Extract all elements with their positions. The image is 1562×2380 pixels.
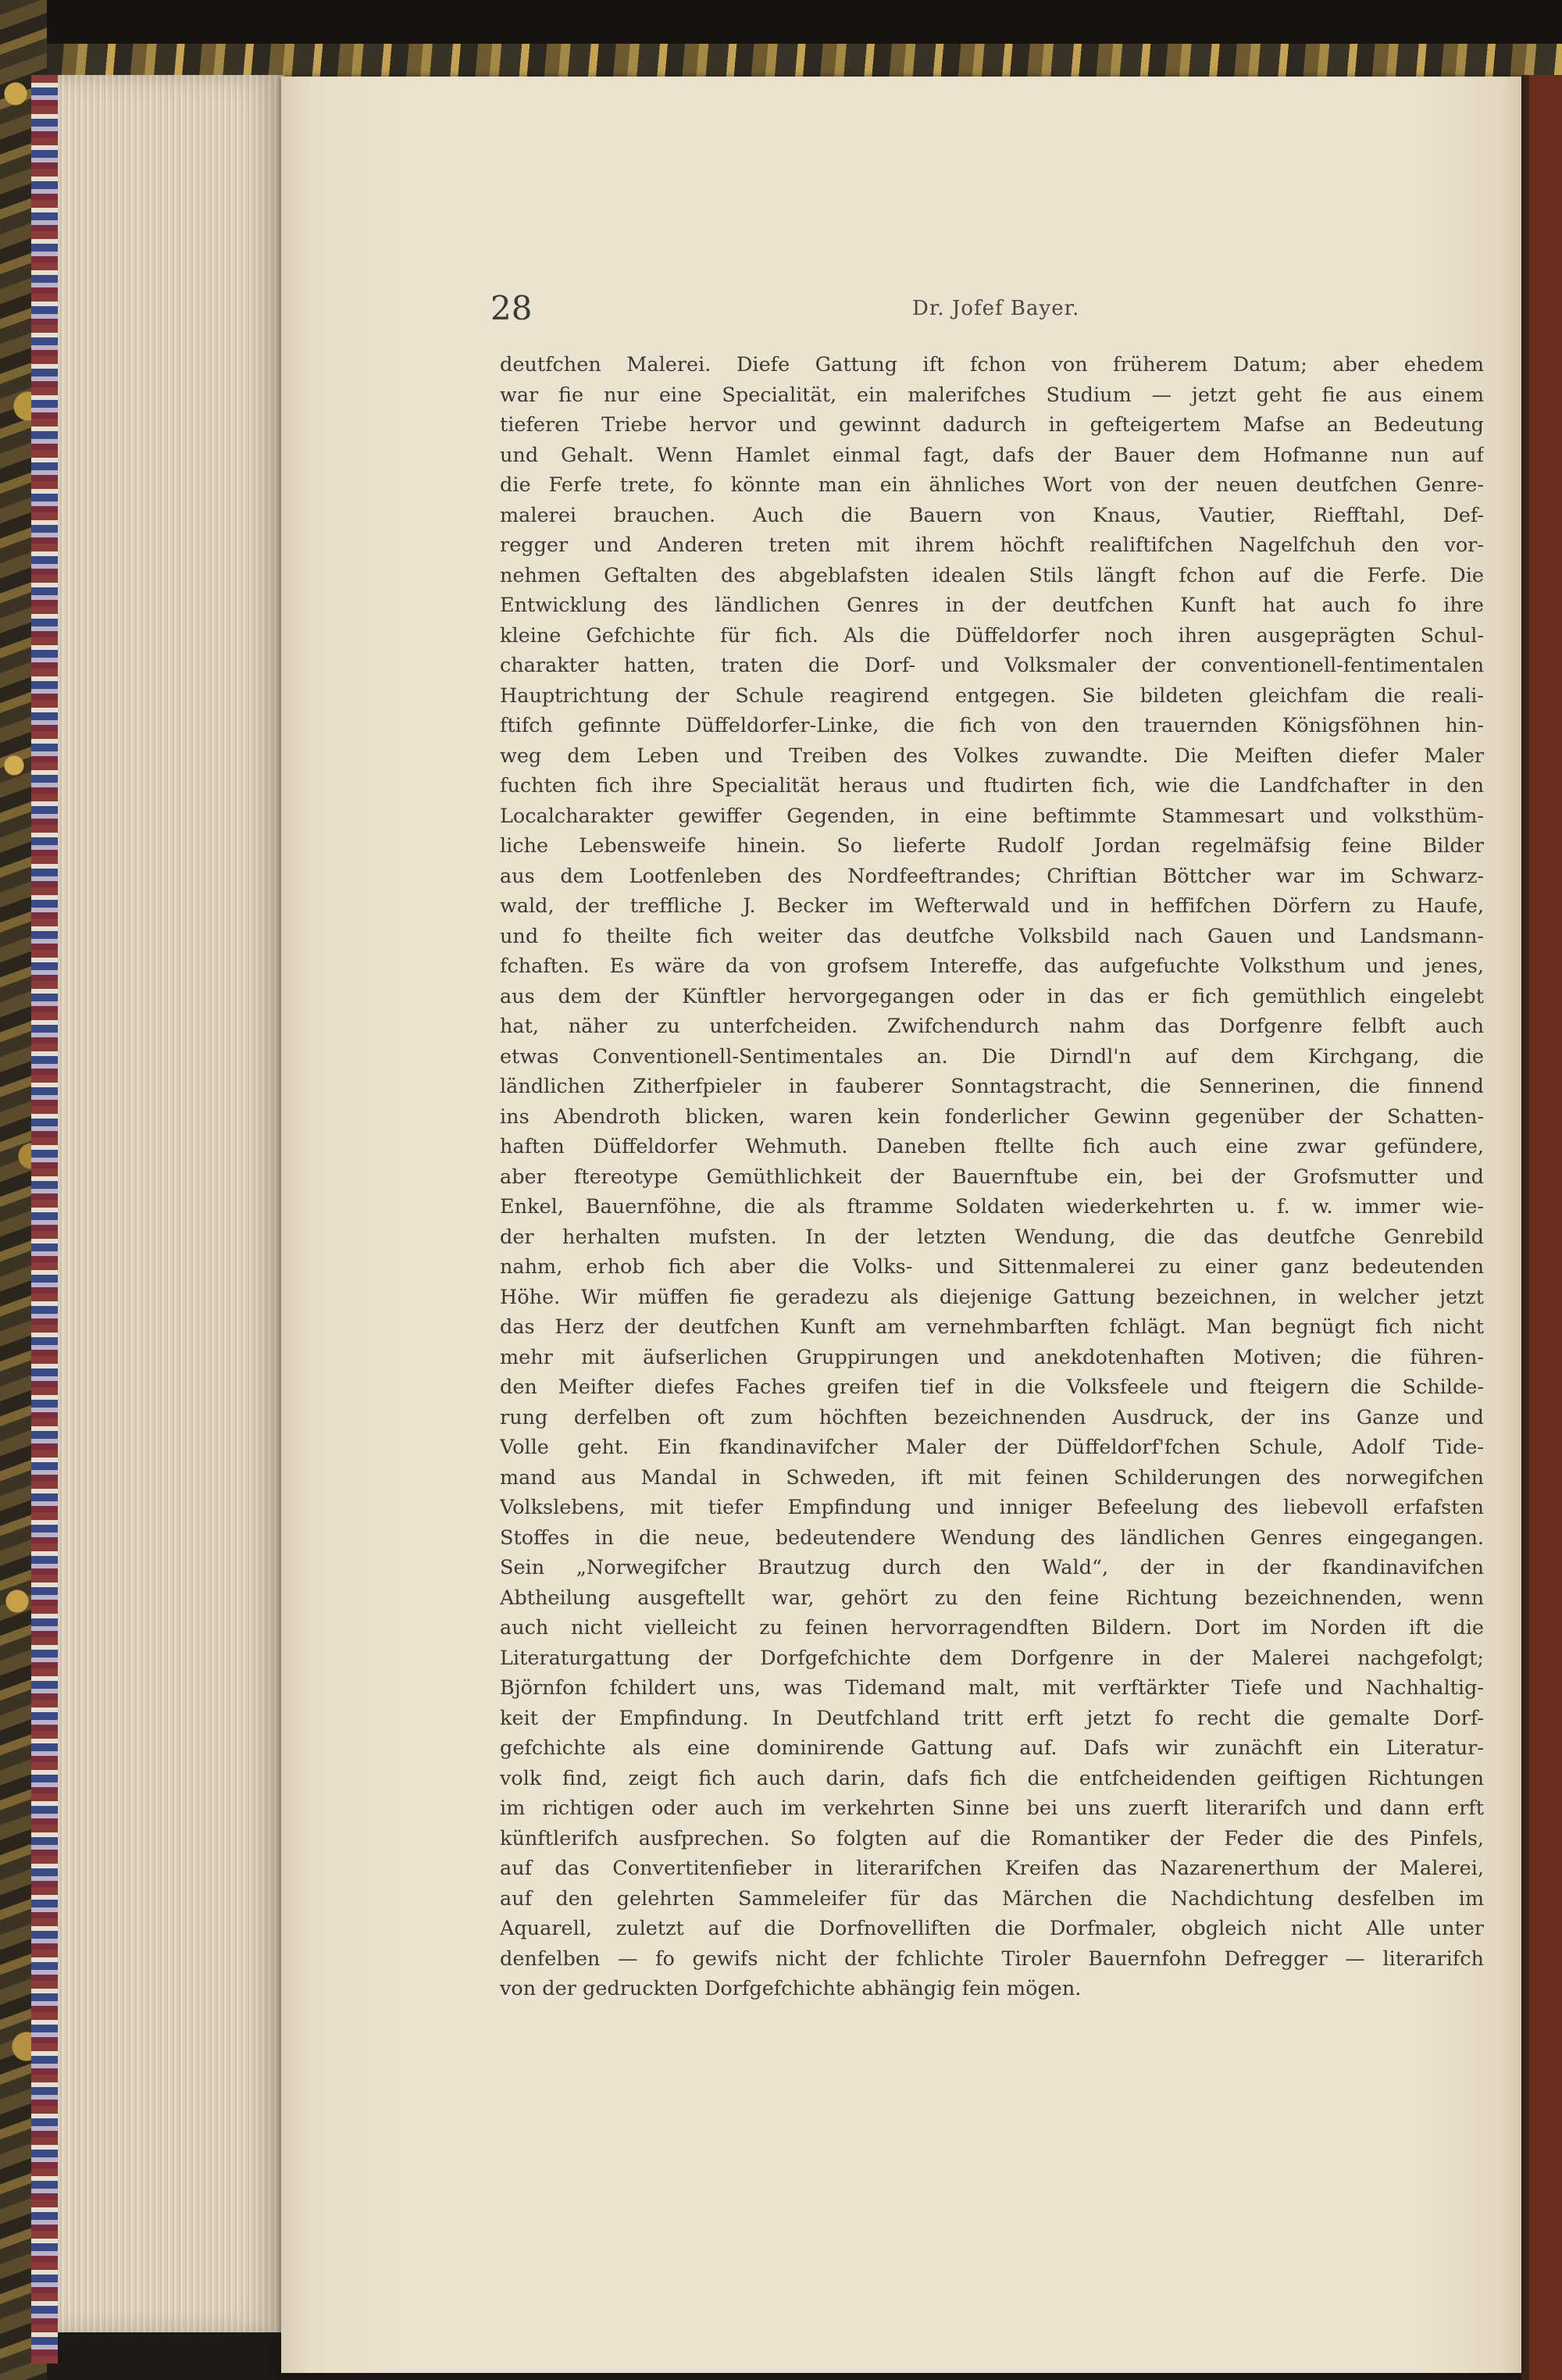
text-line: Localcharakter gewiffer Gegenden, in eine beftimmte Stammesart und volksthüm-	[500, 804, 1484, 828]
text-line: Björnfon fchildert uns, was Tidemand malt, mit verftärkter Tiefe und Nachhaltig-	[500, 1676, 1484, 1700]
text-line: im richtigen oder auch im verkehrten Sinne bei uns zuerft literarifch und dann erft	[500, 1797, 1484, 1820]
text-line: von der gedruckten Dorfgefchichte abhängig fein mögen.	[500, 1977, 1082, 2000]
text-line: volk find, zeigt fich auch darin, dafs fich die entfcheidenden geiftigen Richtungen	[500, 1766, 1484, 1790]
text-line: Stoffes in die neue, bedeutendere Wendung des ländlichen Genres eingegangen.	[500, 1525, 1484, 1550]
page-stack	[58, 75, 284, 2332]
text-line: liche Lebensweife hinein. So lieferte Rudolf Jordan regelmäfsig feine Bilder	[500, 834, 1484, 858]
text-line: charakter hatten, traten die Dorf- und Volksmaler der conventionell-fentimentalen	[500, 654, 1484, 677]
text-line: aber ftereotype Gemüthlichkeit der Bauernftube ein, bei der Grofsmutter und	[500, 1165, 1484, 1189]
page-header	[490, 289, 1443, 336]
text-line: rung derfelben oft zum höchften bezeichnenden Ausdruck, der ins Ganze und	[500, 1405, 1484, 1429]
text-line: Höhe. Wir müffen fie geradezu als diejenige Gattung bezeichnen, in welcher jetzt	[500, 1285, 1484, 1309]
text-line: Abtheilung ausgeftellt war, gehört zu den feine Richtung bezeichnenden, wenn	[500, 1586, 1484, 1610]
background-top	[0, 0, 1562, 50]
text-line: Volle geht. Ein fkandinavifcher Maler der Düffeldorf'fchen Schule, Adolf Tide-	[500, 1436, 1484, 1459]
text-line: denfelben — fo gewifs nicht der fchlichte Tiroler Bauernfohn Defregger — literarifch	[500, 1946, 1484, 1971]
text-line: auch nicht vielleicht zu feinen hervorragendften Bildern. Dort im Norden ift die	[500, 1616, 1484, 1640]
text-line: Aquarell, zuletzt auf die Dorfnovelliften die Dorfmaler, obgleich nicht Alle unter	[500, 1917, 1484, 1940]
text-line: tieferen Triebe hervor und gewinnt dadurch in gefteigertem Mafse an Bedeutung	[500, 413, 1484, 437]
text-line: ländlichen Zitherfpieler in fauberer Sonntagstracht, die Sennerinen, die finnend	[500, 1075, 1484, 1098]
text-line: regger und Anderen treten mit ihrem höchft realiftifchen Nagelfchuh den vor-	[500, 533, 1484, 557]
text-line: und Gehalt. Wenn Hamlet einmal fagt, dafs der Bauer dem Hofmanne nun auf	[500, 443, 1484, 467]
text-line: Hauptrichtung der Schule reagirend entgegen. Sie bildeten gleichfam die reali-	[500, 683, 1484, 708]
text-line: nehmen Geftalten des abgeblafsten idealen Stils längft fchon auf die Ferfe. Die	[500, 563, 1484, 587]
text-line: Literaturgattung der Dorfgefchichte dem Dorfgenre in der Malerei nachgefolgt;	[500, 1646, 1484, 1670]
text-line: hat, näher zu unterfcheiden. Zwifchendurch nahm das Dorfgenre felbft auch	[500, 1015, 1484, 1038]
text-line: aus dem Lootfenleben des Nordfeeftrandes; Chriftian Böttcher war im Schwarz-	[500, 864, 1484, 888]
text-line: weg dem Leben und Treiben des Volkes zuwandte. Die Meiften diefer Maler	[500, 744, 1484, 768]
text-line: auf den gelehrten Sammeleifer für das Märchen die Nachdichtung desfelben im	[500, 1886, 1484, 1911]
text-line: keit der Empfindung. In Deutfchland tritt erft jetzt fo recht die gemalte Dorf-	[500, 1706, 1484, 1730]
text-line: aus dem der Künftler hervorgegangen oder in das er fich gemüthlich eingelebt	[500, 984, 1484, 1008]
text-line: haften Düffeldorfer Wehmuth. Daneben ftellte fich auch eine zwar gefündere,	[500, 1135, 1484, 1158]
text-line: Entwicklung des ländlichen Genres in der deutfchen Kunft hat auch fo ihre	[500, 594, 1484, 617]
body-text	[500, 350, 1484, 2021]
text-line: Sein „Norwegifcher Brautzug durch den Wald“, der in der fkandinavifchen	[500, 1556, 1484, 1579]
text-line: mand aus Mandal in Schweden, ift mit feinen Schilderungen des norwegifchen	[500, 1465, 1484, 1490]
text-line: etwas Conventionell-Sentimentales an. Die Dirndl'n auf dem Kirchgang, die	[500, 1044, 1484, 1069]
text-line: ftifch gefinnte Düffeldorfer-Linke, die fich von den trauernden Königsföhnen hin-	[500, 714, 1484, 737]
page-number: 28	[490, 289, 533, 327]
text-line: das Herz der deutfchen Kunft am vernehmbarften fchlägt. Man begnügt fich nicht	[500, 1315, 1484, 1339]
text-line: war fie nur eine Specialität, ein malerifches Studium — jetzt geht fie aus einem	[500, 383, 1484, 407]
text-line: nahm, erhob fich aber die Volks- und Sittenmalerei zu einer ganz bedeutenden	[500, 1255, 1484, 1279]
book-spine-shadow	[1521, 75, 1529, 2380]
text-line: gefchichte als eine dominirende Gattung auf. Dafs wir zunächft ein Literatur-	[500, 1736, 1484, 1760]
text-line: ins Abendroth blicken, waren kein fonderlicher Gewinn gegenüber der Schatten-	[500, 1104, 1484, 1129]
text-line: den Meifter diefes Faches greifen tief in die Volksfeele und fteigern die Schilde-	[500, 1376, 1484, 1399]
text-line: deutfchen Malerei. Diefe Gattung ift fchon von früherem Datum; aber ehedem	[500, 353, 1484, 376]
text-line: Volkslebens, mit tiefer Empfindung und inniger Befeelung des liebevoll erfafsten	[500, 1496, 1484, 1519]
text-line: mehr mit äufserlichen Gruppirungen und anekdotenhaften Motiven; die führen-	[500, 1345, 1484, 1369]
text-line: Enkel, Bauernföhne, die als ftramme Soldaten wiederkehrten u. f. w. immer wie-	[500, 1195, 1484, 1219]
text-line: kleine Gefchichte für fich. Als die Düffeldorfer noch ihren ausgeprägten Schul-	[500, 623, 1484, 648]
text-line: malerei brauchen. Auch die Bauern von Knaus, Vautier, Riefftahl, Def-	[500, 503, 1484, 527]
text-line: fchaften. Es wäre da von grofsem Intereffe, das aufgefuchte Volksthum und jenes,	[500, 954, 1484, 978]
text-line: auf das Convertitenfieber in literarifchen Kreifen das Nazarenerthum der Malerei,	[500, 1857, 1484, 1880]
marbled-page-edge	[31, 75, 58, 2364]
text-line: der herhalten mufsten. In der letzten Wendung, die das deutfche Genrebild	[500, 1225, 1484, 1249]
text-line: die Ferfe trete, fo könnte man ein ähnliches Wort von der neuen deutfchen Genre-	[500, 473, 1484, 497]
text-line: fuchten fich ihre Specialität heraus und ftudirten fich, wie die Landfchafter in den	[500, 774, 1484, 797]
text-line: wald, der treffliche J. Becker im Wefterwald und in heffifchen Dörfern zu Haufe,	[500, 894, 1484, 918]
running-head: Dr. Jofef Bayer.	[912, 297, 1080, 320]
text-line: und fo theilte fich weiter das deutfche Volksbild nach Gauen und Landsmann-	[500, 924, 1484, 948]
text-line: künftlerifch ausfprechen. So folgten auf die Romantiker der Feder die des Pinfels,	[500, 1826, 1484, 1850]
